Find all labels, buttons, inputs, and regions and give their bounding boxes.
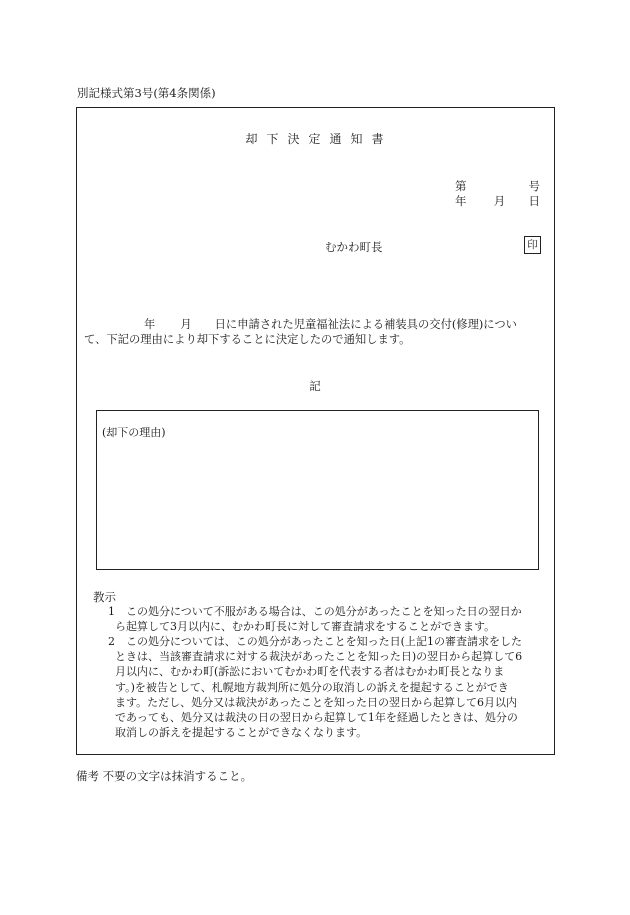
number-prefix: 第 <box>455 179 467 193</box>
notice-item-line: す。)を被告として、札幌地方裁判所に処分の取消しの訴えを提起することができ <box>115 680 509 694</box>
ki-heading: 記 <box>309 379 321 393</box>
notice-item <box>108 634 523 740</box>
notice-item-line: 取消しの訴えを提起することができなくなります。 <box>115 726 368 740</box>
notice-item-line: この処分について不服がある場合は、この処分があったことを知った日の翌日か <box>126 605 522 618</box>
document-title: 却下決定通知書 <box>245 132 393 146</box>
number-suffix: 号 <box>528 179 540 193</box>
date-year: 年 <box>455 194 467 208</box>
notice-item-line: ます。ただし、処分又は裁決があったことを知った日の翌日から起算して6月以内 <box>115 695 518 709</box>
seal-mark: 印 <box>524 236 541 254</box>
notice-item-line: 月以内に、むかわ町(訴訟においてむかわ町を代表する者はむかわ町長となりま <box>115 665 505 679</box>
notice-item-line: であっても、処分又は裁決の日の翌日から起算して1年を経過したときは、処分の <box>115 711 518 725</box>
body-year: 年 <box>144 318 156 331</box>
notice-item-number: 2 <box>108 635 115 648</box>
body-text-line-2: て、下記の理由により却下することに決定したので通知します。 <box>84 333 411 346</box>
notice-item-number: 1 <box>108 605 115 618</box>
issuer-name: むかわ町長 <box>325 240 383 254</box>
issue-date <box>455 193 540 209</box>
notice-heading: 教示 <box>93 590 116 604</box>
notice-item <box>108 604 522 634</box>
body-text-line-1 <box>84 316 517 332</box>
reason-label: (却下の理由) <box>102 426 166 439</box>
form-label: 別記様式第3号(第4条関係) <box>77 86 216 100</box>
notice-item-line: ときは、当該審査請求に対する裁決があったことを知った日)の翌日から起算して6 <box>115 650 523 664</box>
body-month: 月 <box>180 318 192 331</box>
document-number <box>455 178 540 194</box>
notice-item-line: この処分については、この処分があったことを知った日(上記1の審査請求をした <box>126 635 522 648</box>
date-day: 日 <box>528 194 540 208</box>
remarks: 備考 不要の文字は抹消すること。 <box>76 769 253 783</box>
body-rest: 日に申請された児童福祉法による補装具の交付(修理)につい <box>214 318 517 331</box>
notice-item-line: ら起算して3月以内に、むかわ町長に対して審査請求をすることができます。 <box>115 620 496 634</box>
date-month: 月 <box>493 194 506 208</box>
